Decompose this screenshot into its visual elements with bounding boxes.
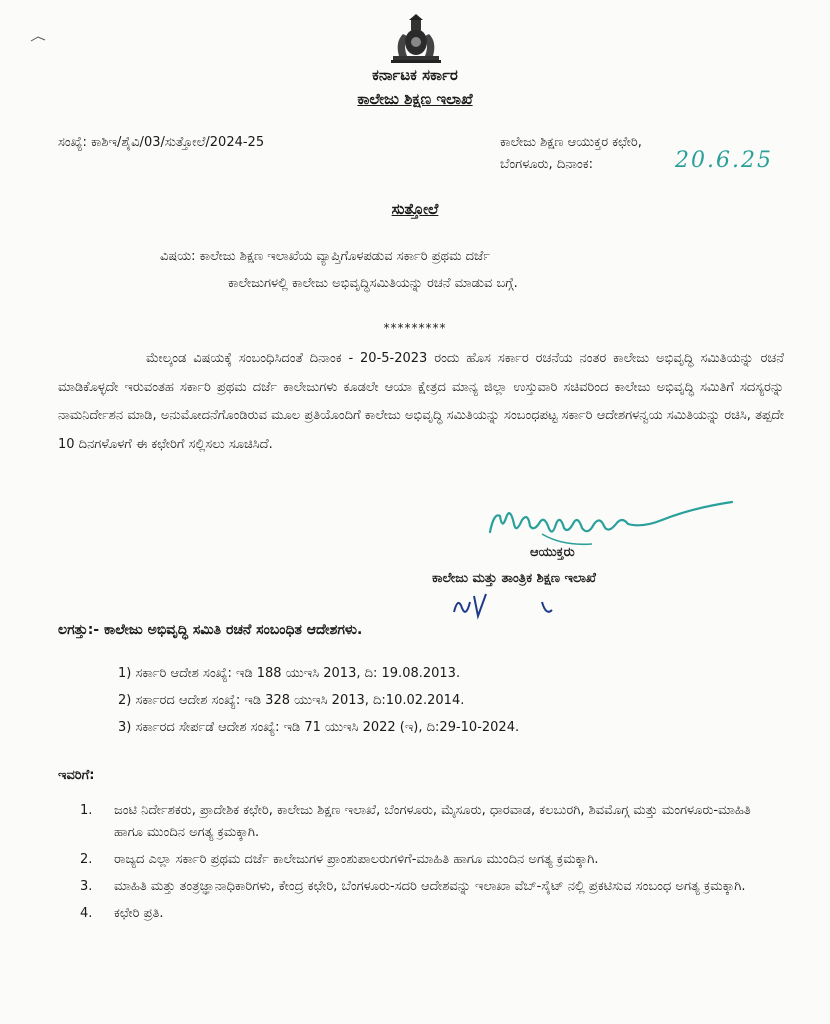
separator: ********* xyxy=(383,321,447,335)
recipient-text: ಕಛೇರಿ ಪ್ರತಿ. xyxy=(114,906,164,921)
recipient-text: ರಾಜ್ಯದ ಎಲ್ಲಾ ಸರ್ಕಾರಿ ಪ್ರಥಮ ದರ್ಜೆ ಕಾಲೇಜುಗಳ ಪ್ರಾಂಶುಪಾಲರುಗಳಿಗೆ-ಮಾಹಿತಿ ಹಾಗೂ ಮುಂದಿನ ಅಗತ್ಯ ಕ್ರಮಕ್ಕಾಗಿ. xyxy=(114,852,599,867)
government-emblem-icon xyxy=(385,12,447,64)
signature-image xyxy=(482,494,742,556)
recipient-number: 4. xyxy=(80,906,93,921)
enclosure-item: 2) ಸರ್ಕಾರದ ಆದೇಶ ಸಂಖ್ಯೆ: ಇಡಿ 328 ಯುಇಸಿ 2013, ದಿ:10.02.2014. xyxy=(118,693,465,708)
enclosure-item: 3) ಸರ್ಕಾರದ ಸೇರ್ಪಡೆ ಆದೇಶ ಸಂಖ್ಯೆ: ಇಡಿ 71 ಯುಇಸಿ 2022 (ಇ), ದಿ:29-10-2024. xyxy=(118,720,520,735)
recipients-heading: ಇವರಿಗೆ: xyxy=(58,768,95,783)
subject-block xyxy=(160,243,780,297)
recipient-item xyxy=(80,800,780,844)
recipient-number: 2. xyxy=(80,852,93,867)
scan-mark xyxy=(30,36,46,42)
circular-title-text: ಸುತ್ತೋಲೆ xyxy=(391,200,439,218)
place-date-label: ಬೆಂಗಳೂರು, ದಿನಾಂಕ: xyxy=(500,157,594,172)
subject-line-2: ಕಾಲೇಜುಗಳಲ್ಲಿ ಕಾಲೇಜು ಅಭಿವೃದ್ಧಿಸಮಿತಿಯನ್ನು ರಚನೆ ಮಾಡುವ ಬಗ್ಗೆ. xyxy=(228,276,518,291)
enclosure-heading: ಲಗತ್ತು:- ಕಾಲೇಜು ಅಭಿವೃದ್ಧಿ ಸಮಿತಿ ರಚನೆ ಸಂಬಂಧಿತ ಆದೇಶಗಳು. xyxy=(58,622,363,638)
recipients-list xyxy=(80,800,780,930)
issuing-office: ಕಾಲೇಜು ಶಿಕ್ಷಣ ಆಯುಕ್ತರ ಕಛೇರಿ, xyxy=(500,135,642,150)
circular-title xyxy=(0,200,830,218)
department-name-text: ಕಾಲೇಜು ಶಿಕ್ಷಣ ಇಲಾಖೆ xyxy=(357,90,473,108)
officer-designation: ಆಯುಕ್ತರು xyxy=(530,545,575,560)
government-name: ಕರ್ನಾಟಕ ಸರ್ಕಾರ xyxy=(372,66,458,84)
recipient-item xyxy=(80,903,780,925)
body-text: ಮೇಲ್ಕಂಡ ವಿಷಯಕ್ಕೆ ಸಂಬಂಧಿಸಿದಂತೆ ದಿನಾಂಕ - 20-5-2023 ರಂದು ಹೊಸ ಸರ್ಕಾರ ರಚನೆಯ ನಂತರ ಕಾಲೇಜು ಅಭಿವೃದ್ಧಿ ಸಮಿತಿಯನ್ನು ರಚನೆ ಮಾಡಿಕೊಳ್ಳದೇ ಇರುವಂತಹ ಸರ್ಕಾರಿ ಪ್ರಥಮ ದರ್ಜೆ ಕಾಲೇಜುಗಳು ಕೂಡಲೇ ಆಯಾ ಕ್ಷೇತ್ರದ ಮಾನ್ಯ ಜಿಲ್ಲಾ ಉಸ್ತುವಾರಿ ಸಚಿವರಿಂದ ಕಾಲೇಜು ಅಭಿವೃದ್ಧಿ ಸಮಿತಿಗೆ ಸದಸ್ಯರನ್ನು ನಾಮನಿರ್ದೇಶನ ಮಾಡಿ, ಅನುಮೋದನೆಗೊಂಡಿರುವ ಮೂಲ ಪ್ರತಿಯೊಂದಿಗೆ ಕಾಲೇಜು ಅಭಿವೃದ್ಧಿ ಸಮಿತಿಯನ್ನು ಸಂಬಂಧಪಟ್ಟ ಸರ್ಕಾರಿ ಆದೇಶಗಳನ್ವಯ ಸಮಿತಿಯನ್ನು ರಚಿಸಿ, ತಪ್ಪದೇ 10 ದಿನಗಳೊಳಗೆ ಈ ಕಛೇರಿಗೆ ಸಲ್ಲಿಸಲು ಸೂಚಿಸಿದೆ. xyxy=(58,351,784,452)
initials-mark xyxy=(448,588,558,622)
subject-line-1: ವಿಷಯ: ಕಾಲೇಜು ಶಿಕ್ಷಣ ಇಲಾಖೆಯ ವ್ಯಾಪ್ತಿಗೊಳಪಡುವ ಸರ್ಕಾರಿ ಪ್ರಥಮ ದರ್ಜೆ xyxy=(160,249,490,264)
recipient-item xyxy=(80,876,780,898)
department-name xyxy=(0,90,830,108)
recipient-item xyxy=(80,849,780,871)
officer-department: ಕಾಲೇಜು ಮತ್ತು ತಾಂತ್ರಿಕ ಶಿಕ್ಷಣ ಇಲಾಖೆ xyxy=(432,571,596,586)
body-paragraph xyxy=(58,345,784,459)
recipient-number: 1. xyxy=(80,803,93,818)
recipient-text: ಮಾಹಿತಿ ಮತ್ತು ತಂತ್ರಜ್ಞಾನಾಧಿಕಾರಿಗಳು, ಕೇಂದ್ರ ಕಛೇರಿ, ಬೆಂಗಳೂರು-ಸದರಿ ಆದೇಶವನ್ನು ಇಲಾಖಾ ವೆಬ್-ಸೈಟ್ ನಲ್ಲಿ ಪ್ರಕಟಿಸುವ ಸಂಬಂಧ ಅಗತ್ಯ ಕ್ರಮಕ್ಕಾಗಿ. xyxy=(114,879,746,894)
enclosure-item: 1) ಸರ್ಕಾರಿ ಆದೇಶ ಸಂಖ್ಯೆ: ಇಡಿ 188 ಯುಇಸಿ 2013, ದಿ: 19.08.2013. xyxy=(118,666,461,681)
enclosure-list xyxy=(118,660,519,741)
handwritten-date: 20.6.25 xyxy=(675,148,773,173)
reference-number: ಸಂಖ್ಯೆ: ಕಾಶಿಇ/ಶೈವಿ/03/ಸುತ್ತೋಲೆ/2024-25 xyxy=(58,135,265,150)
recipient-text: ಜಂಟಿ ನಿರ್ದೇಶಕರು, ಪ್ರಾದೇಶಿಕ ಕಛೇರಿ, ಕಾಲೇಜು ಶಿಕ್ಷಣ ಇಲಾಖೆ, ಬೆಂಗಳೂರು, ಮೈಸೂರು, ಧಾರವಾಡ, ಕಲಬುರಗಿ, ಶಿವಮೊಗ್ಗ ಮತ್ತು ಮಂಗಳೂರು-ಮಾಹಿತಿ ಹಾಗೂ ಮುಂದಿನ ಅಗತ್ಯ ಕ್ರಮಕ್ಕಾಗಿ. xyxy=(114,803,751,840)
recipient-number: 3. xyxy=(80,879,93,894)
